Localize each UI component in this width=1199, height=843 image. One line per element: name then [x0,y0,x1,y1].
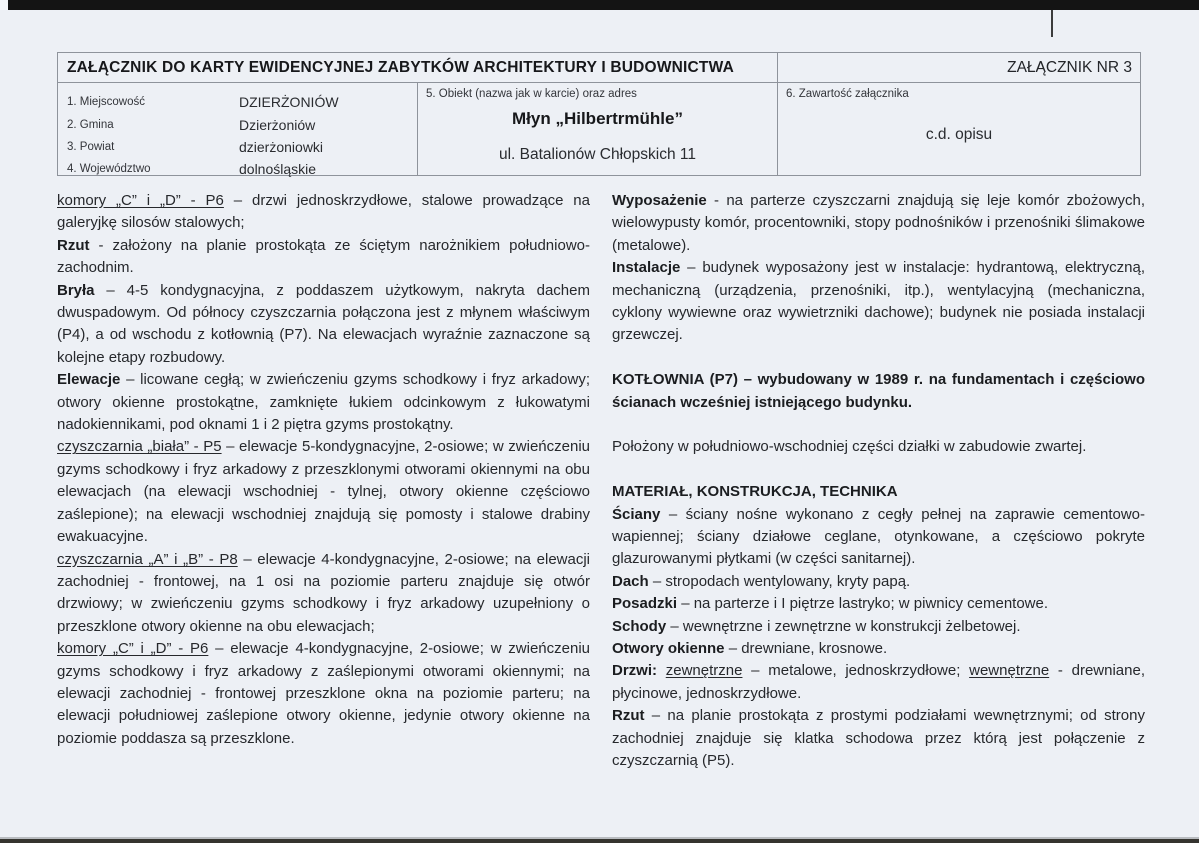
attachment-content-label: 6. Zawartość załącznika [786,88,909,100]
object-cell-label: 5. Obiekt (nazwa jak w karcie) oraz adres [426,88,637,100]
field-label: 1. Miejscowość [67,96,145,109]
object-name: Młyn „Hilbertrmühle” [512,109,683,128]
paragraph [57,549,590,639]
text-run: – wewnętrzne i zewnętrzne w konstrukcji żelbetowej. [666,617,1021,635]
paragraph [612,481,1145,503]
attachment-number: ZAŁĄCZNIK NR 3 [1007,58,1132,76]
field-gmina [67,113,409,135]
text-run: - drewniane, płycinowe, jednoskrzydłowe. [612,662,1145,702]
scan-artifact-line [1051,10,1053,37]
text-run: Położony w południowo-wschodniej części działki w zabudowie zwartej. [612,438,1087,456]
text-run: Wyposażenie [612,192,707,209]
text-run: - założony na planie prostokąta ze ściętym narożnikiem południowo-zachodnim. [57,236,590,277]
text-run: Drzwi: [612,662,657,680]
text-run: Otwory okienne [612,640,725,658]
paragraph [612,616,1145,638]
text-run: Bryła [57,281,95,299]
paragraph [57,190,590,235]
field-powiat [67,136,409,158]
field-wojewodztwo [67,158,409,180]
text-run: Elewacje [57,371,121,389]
field-value: dolnośląskie [239,161,317,178]
text-run: komory „C” i „D” - P6 [57,192,224,209]
text-run: – licowane cegłą; w zwieńczeniu gzyms schodkowy i fryz arkadowy; otwory okienne prostokątne, zamknięte łukiem odcinkowym z łukowatymi nadokiennikami, pod oknami 1 i 2 piętra gzyms prostokątny. [57,371,590,434]
field-miejscowosc [67,91,409,113]
text-run: MATERIAŁ, KONSTRUKCJA, TECHNIKA [612,483,898,501]
left-text-column [57,190,590,773]
paragraph [612,190,1145,257]
header-fields-row [58,83,1140,178]
field-value: Dzierżoniów [239,116,316,133]
text-run: Rzut [57,236,90,254]
paragraph [612,571,1145,593]
field-value: DZIERŻONIÓW [239,94,339,111]
text-run: – 4-5 kondygnacyjna, z poddaszem użytkowym, nakryta dachem dwuspadowym. Od północy czyszczarnia połączona jest z młynem właściwym (P4), a od wschodu z kotłownią (P7). Na elewacjach wyraźnie zaznaczone są kolejne etapy rozbudowy. [57,281,590,366]
text-run: KOTŁOWNIA (P7) – wybudowany w 1989 r. na fundamentach i częściowo ścianach wcześniej istniejącego budynku. [612,371,1145,411]
text-run: – ściany nośne wykonano z cegły pełnej na zaprawie cementowo-wapiennej; ściany działowe ceglane, otynkowane, a częściowo pokryte glazurowanymi płytkami (w części sanitarnej). [612,505,1145,568]
text-run: wewnętrzne [969,662,1050,680]
right-text-column [612,190,1145,773]
object-address: ul. Batalionów Chłopskich 11 [498,146,697,163]
text-run: – drewniane, krosnowe. [724,640,888,658]
text-run: – drzwi jednoskrzydłowe, stalowe prowadzące na galeryjkę silosów stalowych; [57,192,590,232]
text-run [657,662,666,679]
scan-edge-top-corner [0,0,8,10]
paragraph [57,235,590,280]
text-run: – elewacje 4-kondygnacyjne, 2-osiowe; na elewacji zachodniej - frontowej, na 1 osi na poziomie parteru znajduje się otwór drzwiowy; w zwieńczeniu gzyms schodkowy i fryz arkadowy uzupełniony o przeszklone otwory okienne na obu elewacjach; [57,550,591,635]
header-table [57,52,1141,176]
header-title-row [58,53,1140,83]
text-run: – budynek wyposażony jest w instalacje: hydrantową, elektryczną, mechaniczną (urządzenia, przenośniki, itp.), wentylacyjną (mechaniczna, cyklony wywiewne oraz wywietrzniki dachowe); budynek nie posiada instalacji grzewczej. [612,259,1145,344]
text-run: czyszczarnia „A” i „B” - P8 [57,550,238,568]
paragraph [612,660,1145,705]
paragraph [612,638,1145,660]
paragraph [57,280,590,370]
paragraph [612,593,1145,615]
text-run: zewnętrzne [665,662,743,680]
text-run: - na parterze czyszczarni znajdują się leje komór zbożowych, wielowypusty komór, procentowniki, stopy podnośników i przenośniki ślimakowe (metalowe). [612,192,1145,254]
text-run: czyszczarnia „biała” - P5 [57,438,222,456]
text-run: – elewacje 4-kondygnacyjne, 2-osiowe; w zwieńczeniu gzyms schodkowy i fryz arkadowy z zaślepionymi otworami okiennymi; na elewacji zachodniej - frontowej przeszklone okna na poziomie parteru; na elewacji południowej zaślepione otwory okienne, jedynie otwory okienne na poziomie poddasza są przeszklone. [57,640,591,747]
field-value: dzierżoniowki [239,138,324,155]
text-run: – elewacje 5-kondygnacyjne, 2-osiowe; w zwieńczeniu gzyms schodkowy i fryz arkadowy z przeszklonymi otworami okiennymi na obu elewacjach (na elewacji wschodniej - tylnej, otwory okienne częściowo zaślepione); na elewacji wschodniej znajdują się pomosty i stalowe drabiny ewakuacyjne. [57,438,590,546]
paragraph [612,369,1145,414]
document-body [57,190,1145,773]
field-label: 2. Gmina [67,118,114,131]
attachment-content-cell [778,83,1140,175]
text-run: – na parterze i I piętrze lastryko; w piwnicy cementowe. [677,595,1049,613]
text-run: Ściany [612,505,661,523]
attachment-content-value: c.d. opisu [925,126,993,143]
scan-edge-bottom [0,839,1199,843]
text-run: – stropodach wentylowany, kryty papą. [648,572,911,590]
text-run: – na planie prostokąta z prostymi podziałami wewnętrznymi; od strony zachodniej znajduje się klatka schodowa przez którą jest połączenie z czyszczarnią (P5). [612,707,1145,770]
text-run: Schody [612,617,667,635]
paragraph [612,257,1145,347]
field-label: 3. Powiat [67,140,115,153]
paragraph [612,705,1145,772]
paragraph [57,436,590,548]
text-run: komory „C” i „D” - P6 [57,640,209,658]
text-run: Dach [612,572,649,590]
paragraph [612,436,1145,458]
form-title: ZAŁĄCZNIK DO KARTY EWIDENCYJNEJ ZABYTKÓW ARCHITEKTURY I BUDOWNICTWA [58,53,778,82]
text-run: – metalowe, jednoskrzydłowe; [742,662,970,680]
location-fields-cell [58,83,418,178]
field-label: 4. Województwo [67,163,151,176]
text-run: Posadzki [612,595,678,613]
paragraph [612,504,1145,571]
paragraph [57,638,590,750]
paragraph [57,369,590,436]
text-run: Rzut [612,707,645,725]
text-run: Instalacje [612,259,681,277]
scan-edge-top [8,0,1199,10]
object-cell [418,83,778,175]
